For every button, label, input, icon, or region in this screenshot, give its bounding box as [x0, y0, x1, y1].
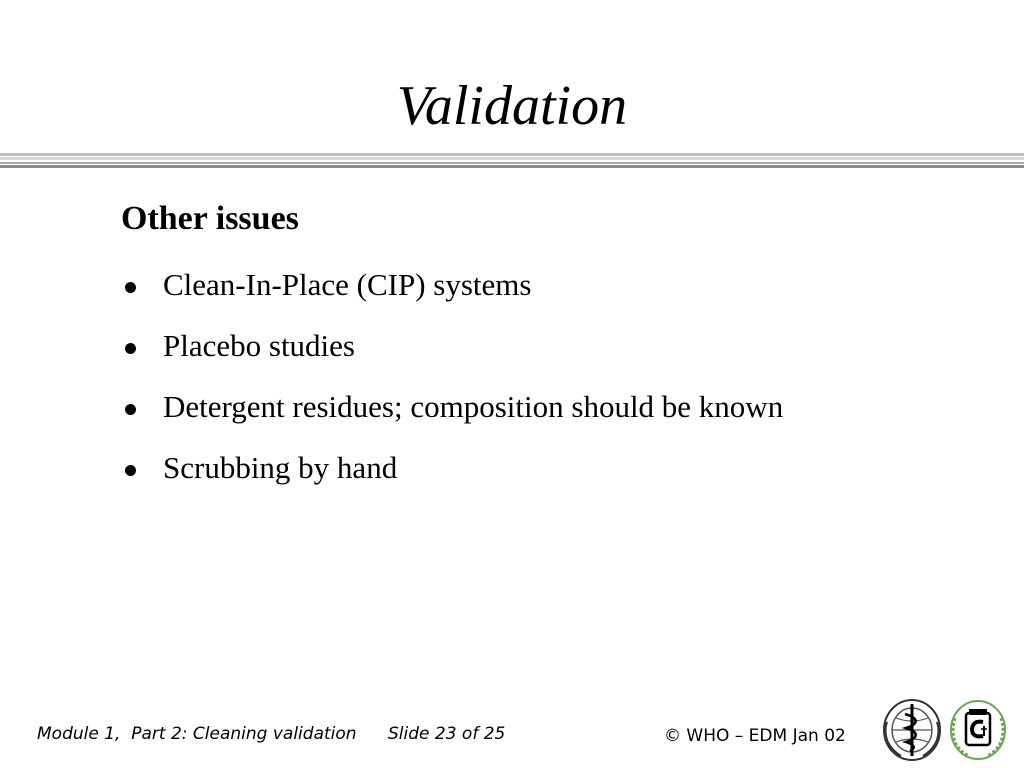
footer-module-label: Module 1, Part 2: Cleaning validation	[37, 724, 357, 744]
bullet-item	[120, 262, 840, 308]
bullet-item	[120, 445, 840, 491]
bullet-text: Scrubbing by hand	[163, 450, 398, 485]
bullet-text: Placebo studies	[163, 328, 355, 363]
footer-slide-counter: Slide 23 of 25	[388, 724, 506, 744]
bullet-text: Clean-In-Place (CIP) systems	[163, 267, 532, 302]
slide-title: Validation	[396, 75, 628, 137]
bullet-text: Detergent residues; composition should be known	[163, 389, 784, 424]
bullet-dot-icon	[125, 404, 136, 415]
bullet-dot-icon	[125, 343, 136, 354]
bullet-list	[120, 262, 840, 506]
bullet-item	[120, 384, 840, 430]
who-emblem-icon	[881, 698, 943, 767]
title-divider	[0, 152, 1024, 172]
bullet-dot-icon	[125, 465, 136, 476]
bullet-item	[120, 323, 840, 369]
bullet-dot-icon	[125, 282, 136, 293]
edm-emblem-icon	[947, 698, 1009, 767]
footer-copyright: © WHO – EDM Jan 02	[664, 726, 846, 746]
section-heading: Other issues	[121, 200, 299, 237]
